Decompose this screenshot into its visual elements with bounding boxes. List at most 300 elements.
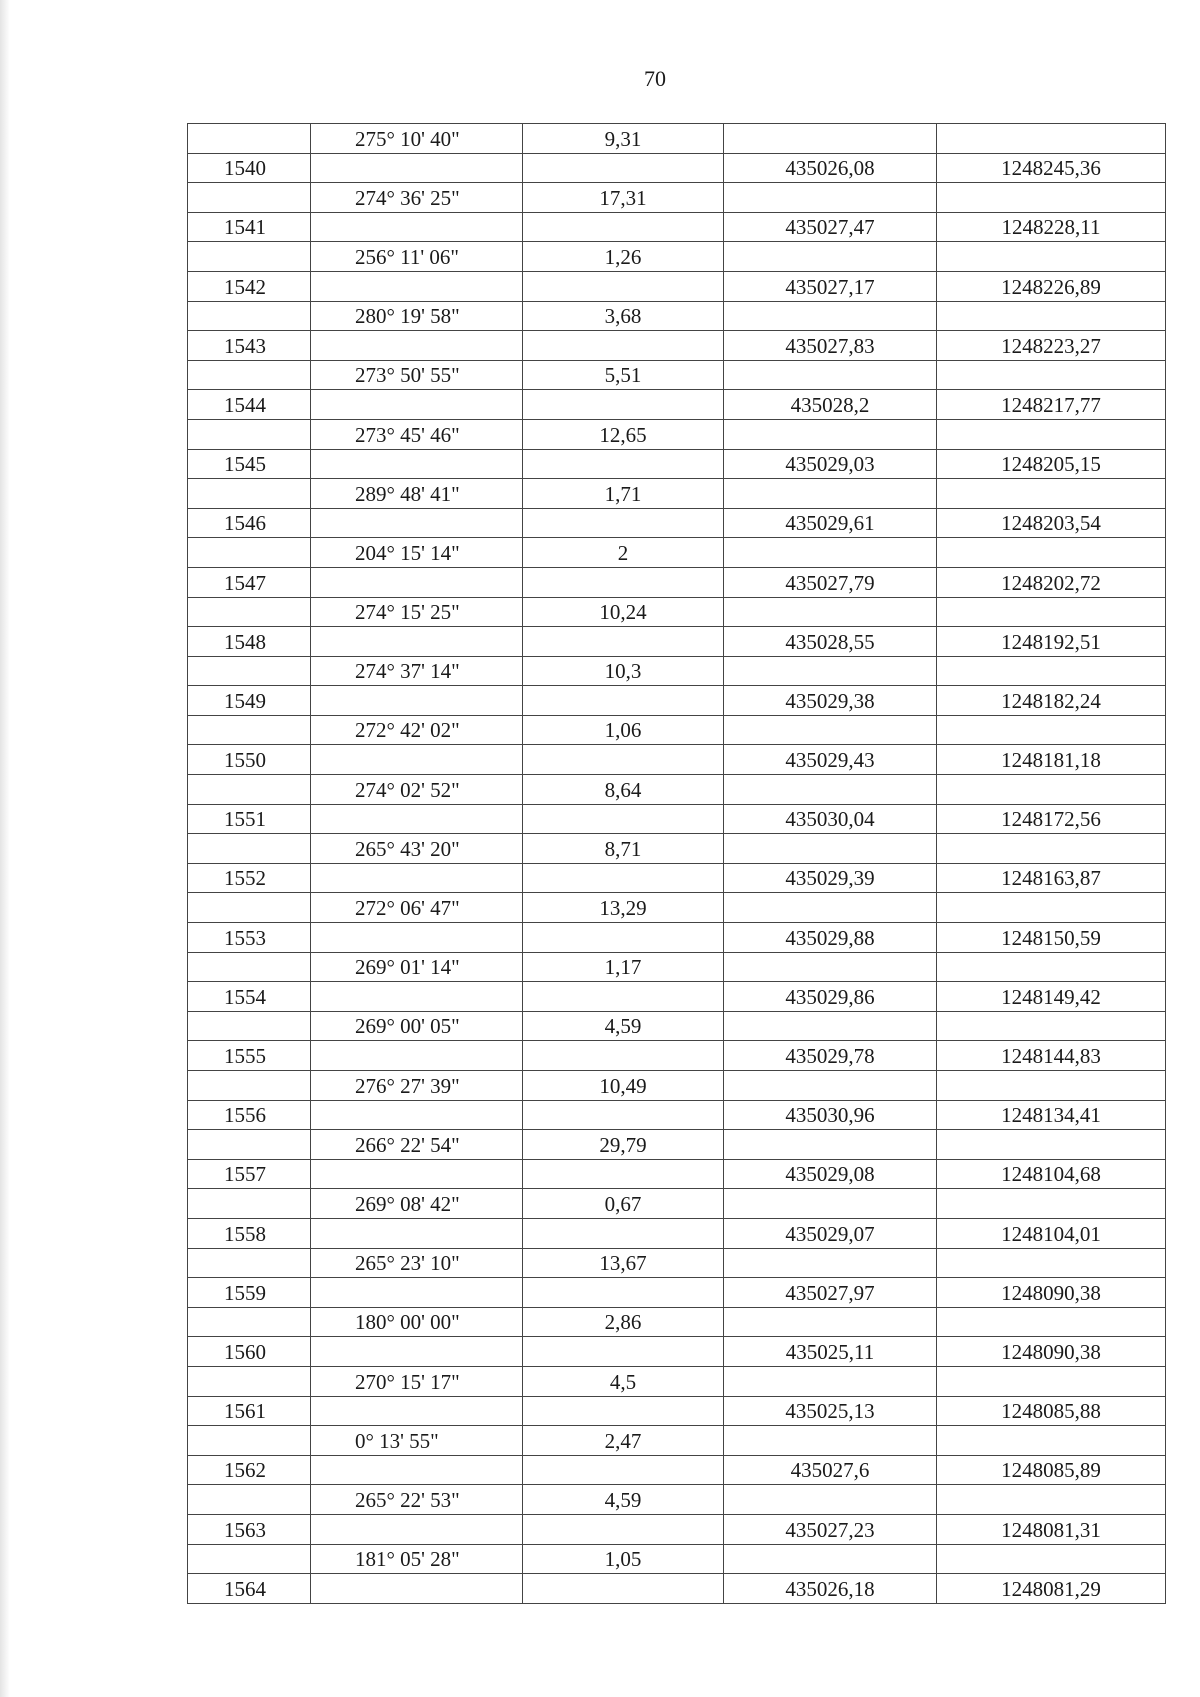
y-coordinate-cell	[937, 1485, 1166, 1515]
scan-edge-shadow	[0, 0, 10, 1697]
x-coordinate-cell	[724, 242, 937, 272]
table-row	[188, 1100, 1166, 1130]
y-coordinate-cell: 1248223,27	[937, 331, 1166, 361]
point-number-cell: 1557	[188, 1159, 311, 1189]
y-coordinate-cell: 1248203,54	[937, 508, 1166, 538]
distance-cell	[523, 449, 724, 479]
x-coordinate-cell	[724, 1011, 937, 1041]
y-coordinate-cell	[937, 419, 1166, 449]
y-coordinate-cell	[937, 1248, 1166, 1278]
y-coordinate-cell	[937, 834, 1166, 864]
distance-cell: 29,79	[523, 1130, 724, 1160]
distance-cell: 10,24	[523, 597, 724, 627]
y-coordinate-cell: 1248181,18	[937, 745, 1166, 775]
point-number-cell: 1550	[188, 745, 311, 775]
table-row	[188, 1011, 1166, 1041]
distance-cell: 4,59	[523, 1485, 724, 1515]
y-coordinate-cell: 1248182,24	[937, 686, 1166, 716]
point-number-cell: 1547	[188, 567, 311, 597]
x-coordinate-cell: 435029,88	[724, 923, 937, 953]
point-number-cell: 1542	[188, 271, 311, 301]
table-row	[188, 1071, 1166, 1101]
direction-angle-cell	[311, 449, 523, 479]
distance-cell	[523, 804, 724, 834]
table-row	[188, 834, 1166, 864]
y-coordinate-cell	[937, 597, 1166, 627]
y-coordinate-cell: 1248163,87	[937, 863, 1166, 893]
x-coordinate-cell	[724, 1544, 937, 1574]
direction-angle-cell: 181° 05' 28"	[311, 1544, 523, 1574]
point-number-cell	[188, 360, 311, 390]
x-coordinate-cell	[724, 1307, 937, 1337]
table-row	[188, 923, 1166, 953]
point-number-cell: 1563	[188, 1514, 311, 1544]
y-coordinate-cell: 1248149,42	[937, 982, 1166, 1012]
distance-cell: 1,17	[523, 952, 724, 982]
table-row	[188, 893, 1166, 923]
direction-angle-cell	[311, 1100, 523, 1130]
x-coordinate-cell	[724, 1071, 937, 1101]
x-coordinate-cell: 435029,39	[724, 863, 937, 893]
direction-angle-cell	[311, 982, 523, 1012]
point-number-cell	[188, 715, 311, 745]
point-number-cell: 1543	[188, 331, 311, 361]
point-number-cell	[188, 419, 311, 449]
x-coordinate-cell	[724, 1426, 937, 1456]
x-coordinate-cell	[724, 656, 937, 686]
direction-angle-cell	[311, 212, 523, 242]
coordinates-table-body	[188, 124, 1166, 1604]
direction-angle-cell	[311, 153, 523, 183]
y-coordinate-cell: 1248228,11	[937, 212, 1166, 242]
coordinates-table	[187, 123, 1166, 1604]
x-coordinate-cell	[724, 597, 937, 627]
x-coordinate-cell	[724, 360, 937, 390]
point-number-cell	[188, 1011, 311, 1041]
direction-angle-cell: 256° 11' 06"	[311, 242, 523, 272]
point-number-cell: 1541	[188, 212, 311, 242]
distance-cell	[523, 212, 724, 242]
table-row	[188, 1396, 1166, 1426]
direction-angle-cell: 272° 06' 47"	[311, 893, 523, 923]
table-row	[188, 567, 1166, 597]
distance-cell	[523, 1396, 724, 1426]
distance-cell: 10,3	[523, 656, 724, 686]
x-coordinate-cell: 435027,17	[724, 271, 937, 301]
direction-angle-cell	[311, 627, 523, 657]
direction-angle-cell	[311, 1218, 523, 1248]
distance-cell	[523, 686, 724, 716]
direction-angle-cell: 265° 22' 53"	[311, 1485, 523, 1515]
point-number-cell	[188, 183, 311, 213]
table-row	[188, 1248, 1166, 1278]
point-number-cell: 1561	[188, 1396, 311, 1426]
distance-cell	[523, 1514, 724, 1544]
direction-angle-cell	[311, 390, 523, 420]
table-row	[188, 1574, 1166, 1604]
x-coordinate-cell: 435027,79	[724, 567, 937, 597]
y-coordinate-cell: 1248090,38	[937, 1337, 1166, 1367]
table-row	[188, 1189, 1166, 1219]
point-number-cell: 1548	[188, 627, 311, 657]
y-coordinate-cell: 1248081,31	[937, 1514, 1166, 1544]
point-number-cell: 1540	[188, 153, 311, 183]
x-coordinate-cell: 435029,43	[724, 745, 937, 775]
distance-cell	[523, 923, 724, 953]
y-coordinate-cell	[937, 183, 1166, 213]
x-coordinate-cell: 435027,97	[724, 1278, 937, 1308]
y-coordinate-cell	[937, 1366, 1166, 1396]
y-coordinate-cell	[937, 1426, 1166, 1456]
y-coordinate-cell: 1248090,38	[937, 1278, 1166, 1308]
point-number-cell	[188, 242, 311, 272]
table-row	[188, 686, 1166, 716]
direction-angle-cell	[311, 508, 523, 538]
x-coordinate-cell: 435027,23	[724, 1514, 937, 1544]
x-coordinate-cell	[724, 124, 937, 154]
direction-angle-cell: 275° 10' 40"	[311, 124, 523, 154]
distance-cell	[523, 1455, 724, 1485]
table-row	[188, 863, 1166, 893]
point-number-cell	[188, 834, 311, 864]
direction-angle-cell: 265° 43' 20"	[311, 834, 523, 864]
distance-cell	[523, 627, 724, 657]
x-coordinate-cell: 435025,11	[724, 1337, 937, 1367]
direction-angle-cell: 204° 15' 14"	[311, 538, 523, 568]
distance-cell: 17,31	[523, 183, 724, 213]
table-row	[188, 212, 1166, 242]
x-coordinate-cell	[724, 775, 937, 805]
x-coordinate-cell	[724, 715, 937, 745]
distance-cell	[523, 982, 724, 1012]
table-row	[188, 1426, 1166, 1456]
distance-cell: 13,29	[523, 893, 724, 923]
distance-cell	[523, 1337, 724, 1367]
point-number-cell: 1551	[188, 804, 311, 834]
y-coordinate-cell	[937, 242, 1166, 272]
y-coordinate-cell	[937, 479, 1166, 509]
point-number-cell: 1564	[188, 1574, 311, 1604]
direction-angle-cell	[311, 745, 523, 775]
point-number-cell	[188, 1366, 311, 1396]
distance-cell: 1,71	[523, 479, 724, 509]
direction-angle-cell	[311, 863, 523, 893]
y-coordinate-cell	[937, 1544, 1166, 1574]
x-coordinate-cell: 435030,04	[724, 804, 937, 834]
direction-angle-cell	[311, 1574, 523, 1604]
table-row	[188, 124, 1166, 154]
point-number-cell	[188, 1248, 311, 1278]
table-row	[188, 271, 1166, 301]
point-number-cell: 1560	[188, 1337, 311, 1367]
direction-angle-cell: 265° 23' 10"	[311, 1248, 523, 1278]
distance-cell	[523, 863, 724, 893]
direction-angle-cell	[311, 686, 523, 716]
distance-cell	[523, 1100, 724, 1130]
y-coordinate-cell: 1248202,72	[937, 567, 1166, 597]
point-number-cell: 1549	[188, 686, 311, 716]
table-row	[188, 1544, 1166, 1574]
x-coordinate-cell: 435028,55	[724, 627, 937, 657]
direction-angle-cell: 274° 15' 25"	[311, 597, 523, 627]
distance-cell: 13,67	[523, 1248, 724, 1278]
x-coordinate-cell	[724, 419, 937, 449]
x-coordinate-cell	[724, 538, 937, 568]
table-row	[188, 1337, 1166, 1367]
direction-angle-cell	[311, 567, 523, 597]
direction-angle-cell	[311, 1278, 523, 1308]
x-coordinate-cell	[724, 1189, 937, 1219]
table-row	[188, 1041, 1166, 1071]
direction-angle-cell: 180° 00' 00"	[311, 1307, 523, 1337]
point-number-cell: 1556	[188, 1100, 311, 1130]
x-coordinate-cell: 435025,13	[724, 1396, 937, 1426]
point-number-cell	[188, 775, 311, 805]
point-number-cell	[188, 1426, 311, 1456]
table-row	[188, 242, 1166, 272]
x-coordinate-cell: 435029,03	[724, 449, 937, 479]
point-number-cell	[188, 597, 311, 627]
direction-angle-cell: 274° 36' 25"	[311, 183, 523, 213]
x-coordinate-cell: 435029,38	[724, 686, 937, 716]
table-row	[188, 419, 1166, 449]
y-coordinate-cell	[937, 538, 1166, 568]
point-number-cell: 1559	[188, 1278, 311, 1308]
direction-angle-cell: 276° 27' 39"	[311, 1071, 523, 1101]
distance-cell: 1,05	[523, 1544, 724, 1574]
x-coordinate-cell	[724, 301, 937, 331]
y-coordinate-cell: 1248205,15	[937, 449, 1166, 479]
point-number-cell: 1555	[188, 1041, 311, 1071]
y-coordinate-cell: 1248104,01	[937, 1218, 1166, 1248]
table-row	[188, 479, 1166, 509]
point-number-cell	[188, 1544, 311, 1574]
x-coordinate-cell	[724, 1130, 937, 1160]
table-row	[188, 715, 1166, 745]
x-coordinate-cell: 435026,18	[724, 1574, 937, 1604]
table-row	[188, 804, 1166, 834]
x-coordinate-cell: 435027,83	[724, 331, 937, 361]
x-coordinate-cell: 435029,86	[724, 982, 937, 1012]
x-coordinate-cell	[724, 1366, 937, 1396]
direction-angle-cell: 273° 50' 55"	[311, 360, 523, 390]
direction-angle-cell: 272° 42' 02"	[311, 715, 523, 745]
y-coordinate-cell	[937, 775, 1166, 805]
y-coordinate-cell: 1248217,77	[937, 390, 1166, 420]
distance-cell: 10,49	[523, 1071, 724, 1101]
x-coordinate-cell	[724, 952, 937, 982]
y-coordinate-cell: 1248150,59	[937, 923, 1166, 953]
distance-cell: 0,67	[523, 1189, 724, 1219]
table-row	[188, 1159, 1166, 1189]
y-coordinate-cell	[937, 1307, 1166, 1337]
distance-cell	[523, 153, 724, 183]
point-number-cell	[188, 893, 311, 923]
y-coordinate-cell	[937, 124, 1166, 154]
direction-angle-cell: 269° 01' 14"	[311, 952, 523, 982]
direction-angle-cell	[311, 1337, 523, 1367]
distance-cell	[523, 1041, 724, 1071]
distance-cell: 1,06	[523, 715, 724, 745]
table-row	[188, 538, 1166, 568]
direction-angle-cell: 269° 00' 05"	[311, 1011, 523, 1041]
distance-cell: 9,31	[523, 124, 724, 154]
y-coordinate-cell	[937, 893, 1166, 923]
table-row	[188, 1218, 1166, 1248]
x-coordinate-cell: 435029,08	[724, 1159, 937, 1189]
distance-cell: 12,65	[523, 419, 724, 449]
y-coordinate-cell	[937, 1189, 1166, 1219]
y-coordinate-cell	[937, 1130, 1166, 1160]
y-coordinate-cell	[937, 1071, 1166, 1101]
point-number-cell	[188, 301, 311, 331]
point-number-cell	[188, 1189, 311, 1219]
table-row	[188, 656, 1166, 686]
y-coordinate-cell: 1248144,83	[937, 1041, 1166, 1071]
distance-cell	[523, 1159, 724, 1189]
point-number-cell: 1544	[188, 390, 311, 420]
direction-angle-cell: 270° 15' 17"	[311, 1366, 523, 1396]
x-coordinate-cell	[724, 1485, 937, 1515]
direction-angle-cell	[311, 271, 523, 301]
table-row	[188, 331, 1166, 361]
y-coordinate-cell: 1248085,89	[937, 1455, 1166, 1485]
x-coordinate-cell	[724, 479, 937, 509]
table-row	[188, 1307, 1166, 1337]
x-coordinate-cell: 435030,96	[724, 1100, 937, 1130]
direction-angle-cell	[311, 1041, 523, 1071]
point-number-cell: 1552	[188, 863, 311, 893]
point-number-cell	[188, 952, 311, 982]
y-coordinate-cell: 1248085,88	[937, 1396, 1166, 1426]
x-coordinate-cell: 435029,61	[724, 508, 937, 538]
distance-cell: 4,59	[523, 1011, 724, 1041]
point-number-cell	[188, 1485, 311, 1515]
table-row	[188, 1514, 1166, 1544]
y-coordinate-cell	[937, 1011, 1166, 1041]
x-coordinate-cell: 435027,6	[724, 1455, 937, 1485]
distance-cell: 2,86	[523, 1307, 724, 1337]
point-number-cell	[188, 124, 311, 154]
distance-cell	[523, 331, 724, 361]
distance-cell: 4,5	[523, 1366, 724, 1396]
y-coordinate-cell: 1248245,36	[937, 153, 1166, 183]
distance-cell: 8,64	[523, 775, 724, 805]
direction-angle-cell: 269° 08' 42"	[311, 1189, 523, 1219]
direction-angle-cell	[311, 1396, 523, 1426]
point-number-cell: 1553	[188, 923, 311, 953]
table-row	[188, 1455, 1166, 1485]
y-coordinate-cell: 1248192,51	[937, 627, 1166, 657]
distance-cell: 5,51	[523, 360, 724, 390]
direction-angle-cell: 274° 02' 52"	[311, 775, 523, 805]
y-coordinate-cell: 1248134,41	[937, 1100, 1166, 1130]
x-coordinate-cell: 435029,78	[724, 1041, 937, 1071]
distance-cell: 2,47	[523, 1426, 724, 1456]
direction-angle-cell: 0° 13' 55"	[311, 1426, 523, 1456]
distance-cell	[523, 508, 724, 538]
table-row	[188, 1278, 1166, 1308]
distance-cell	[523, 390, 724, 420]
x-coordinate-cell	[724, 183, 937, 213]
direction-angle-cell: 289° 48' 41"	[311, 479, 523, 509]
table-row	[188, 775, 1166, 805]
point-number-cell: 1562	[188, 1455, 311, 1485]
table-row	[188, 1130, 1166, 1160]
table-row	[188, 449, 1166, 479]
distance-cell	[523, 1218, 724, 1248]
x-coordinate-cell	[724, 1248, 937, 1278]
direction-angle-cell: 274° 37' 14"	[311, 656, 523, 686]
direction-angle-cell	[311, 923, 523, 953]
table-row	[188, 390, 1166, 420]
y-coordinate-cell	[937, 952, 1166, 982]
table-row	[188, 1366, 1166, 1396]
table-row	[188, 360, 1166, 390]
direction-angle-cell	[311, 331, 523, 361]
direction-angle-cell: 266° 22' 54"	[311, 1130, 523, 1160]
point-number-cell	[188, 479, 311, 509]
y-coordinate-cell	[937, 360, 1166, 390]
y-coordinate-cell	[937, 715, 1166, 745]
point-number-cell	[188, 656, 311, 686]
x-coordinate-cell	[724, 893, 937, 923]
direction-angle-cell	[311, 1514, 523, 1544]
point-number-cell	[188, 1130, 311, 1160]
point-number-cell	[188, 1307, 311, 1337]
point-number-cell: 1545	[188, 449, 311, 479]
direction-angle-cell: 280° 19' 58"	[311, 301, 523, 331]
distance-cell: 2	[523, 538, 724, 568]
point-number-cell: 1558	[188, 1218, 311, 1248]
distance-cell	[523, 567, 724, 597]
point-number-cell: 1554	[188, 982, 311, 1012]
table-row	[188, 301, 1166, 331]
x-coordinate-cell: 435027,47	[724, 212, 937, 242]
point-number-cell: 1546	[188, 508, 311, 538]
y-coordinate-cell: 1248172,56	[937, 804, 1166, 834]
y-coordinate-cell: 1248104,68	[937, 1159, 1166, 1189]
point-number-cell	[188, 538, 311, 568]
direction-angle-cell: 273° 45' 46"	[311, 419, 523, 449]
y-coordinate-cell	[937, 656, 1166, 686]
table-row	[188, 508, 1166, 538]
direction-angle-cell	[311, 1455, 523, 1485]
y-coordinate-cell	[937, 301, 1166, 331]
distance-cell	[523, 271, 724, 301]
table-row	[188, 745, 1166, 775]
x-coordinate-cell: 435026,08	[724, 153, 937, 183]
table-row	[188, 952, 1166, 982]
table-row	[188, 153, 1166, 183]
page-number: 70	[644, 66, 666, 91]
y-coordinate-cell: 1248081,29	[937, 1574, 1166, 1604]
y-coordinate-cell: 1248226,89	[937, 271, 1166, 301]
distance-cell: 8,71	[523, 834, 724, 864]
distance-cell: 1,26	[523, 242, 724, 272]
x-coordinate-cell	[724, 834, 937, 864]
table-row	[188, 597, 1166, 627]
distance-cell	[523, 1574, 724, 1604]
table-row	[188, 627, 1166, 657]
table-row	[188, 1485, 1166, 1515]
x-coordinate-cell: 435028,2	[724, 390, 937, 420]
point-number-cell	[188, 1071, 311, 1101]
table-row	[188, 982, 1166, 1012]
direction-angle-cell	[311, 804, 523, 834]
x-coordinate-cell: 435029,07	[724, 1218, 937, 1248]
table-row	[188, 183, 1166, 213]
